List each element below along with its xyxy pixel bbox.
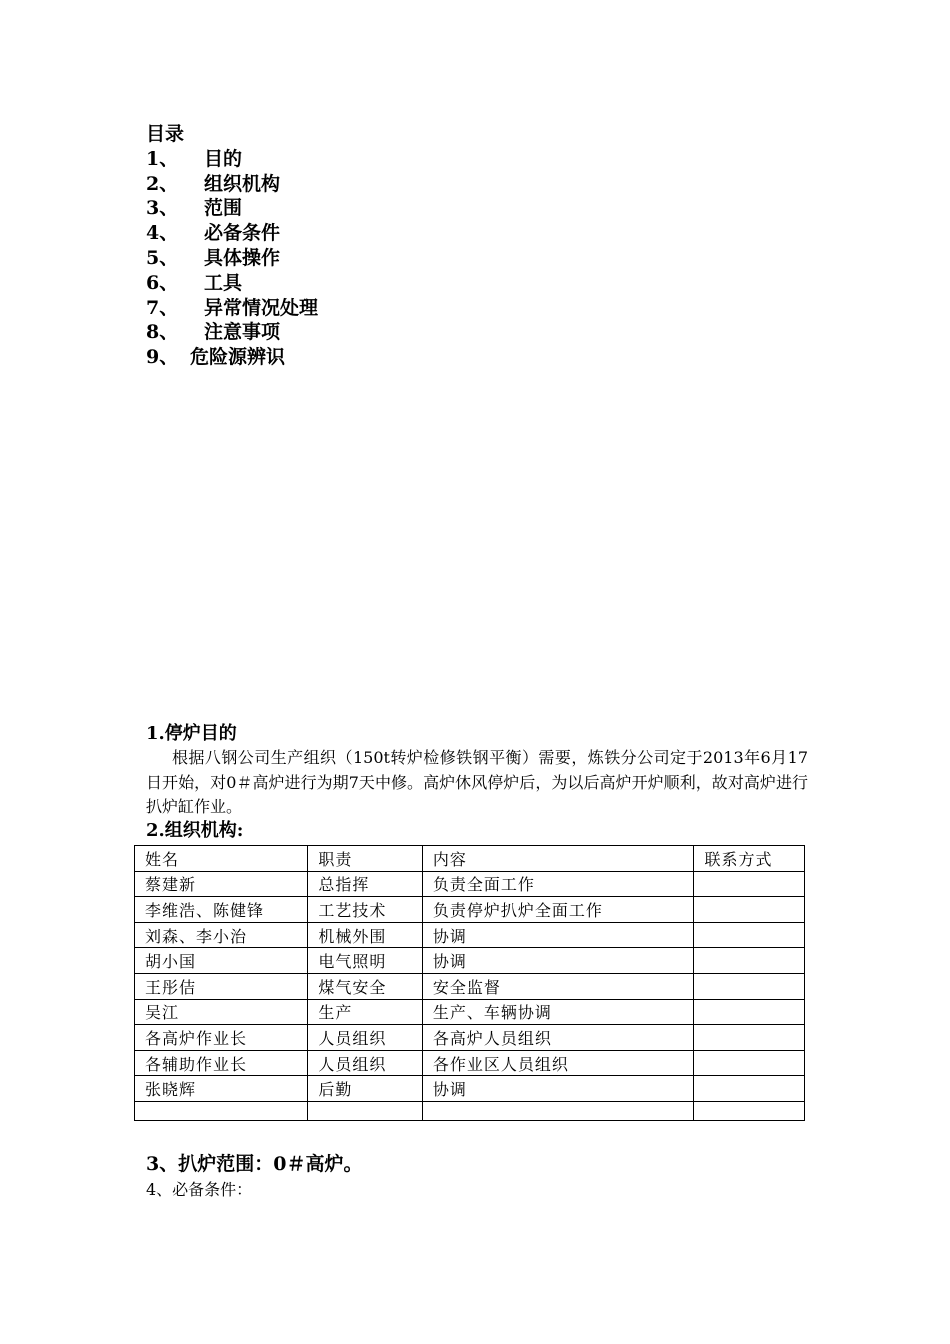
table-cell xyxy=(694,1050,805,1076)
table-cell xyxy=(694,922,805,948)
table-row xyxy=(135,1025,805,1051)
table-row xyxy=(135,1101,805,1120)
column-header: 联系方式 xyxy=(694,846,805,872)
table-cell: 负责停炉扒炉全面工作 xyxy=(422,897,694,923)
table-cell xyxy=(694,1101,805,1120)
section-paragraph: 根据八钢公司生产组织（150t转炉检修铁钢平衡）需要，炼铁分公司定于2013年6月17日开始，对0＃高炉进行为期7天中修。高炉休风停炉后，为以后高炉开炉顺利，故对高炉进行扒炉缸作业。 xyxy=(146,748,808,816)
toc-item: 3、 范围 xyxy=(146,197,243,220)
table-cell xyxy=(694,897,805,923)
table-cell: 张晓辉 xyxy=(135,1076,308,1102)
table-cell xyxy=(422,1101,694,1120)
organization-table xyxy=(134,845,805,1121)
table-cell xyxy=(694,948,805,974)
toc-item: 8、 注意事项 xyxy=(146,321,281,344)
table-cell xyxy=(694,871,805,897)
table-row xyxy=(135,973,805,999)
table-cell: 各作业区人员组织 xyxy=(422,1050,694,1076)
table-row xyxy=(135,948,805,974)
table-row xyxy=(135,999,805,1025)
table-cell xyxy=(694,1025,805,1051)
table-cell: 各高炉人员组织 xyxy=(422,1025,694,1051)
table-cell: 生产、车辆协调 xyxy=(422,999,694,1025)
table-cell: 协调 xyxy=(422,922,694,948)
column-header: 职责 xyxy=(308,846,422,872)
column-header: 内容 xyxy=(422,846,694,872)
table-cell xyxy=(694,1076,805,1102)
table-cell: 生产 xyxy=(308,999,422,1025)
table-cell: 负责全面工作 xyxy=(422,871,694,897)
table-cell: 吴江 xyxy=(135,999,308,1025)
table-row xyxy=(135,922,805,948)
table-cell: 王彤佶 xyxy=(135,973,308,999)
section-purpose xyxy=(146,722,808,842)
table-cell: 协调 xyxy=(422,1076,694,1102)
table-cell: 工艺技术 xyxy=(308,897,422,923)
table-header-row xyxy=(135,846,805,872)
table-cell: 胡小国 xyxy=(135,948,308,974)
table-cell: 电气照明 xyxy=(308,948,422,974)
section-heading-scope: 3、扒炉范围：0＃高炉。 xyxy=(146,1153,363,1175)
table-cell: 人员组织 xyxy=(308,1025,422,1051)
table-cell xyxy=(135,1101,308,1120)
section-heading-conditions: 4、必备条件： xyxy=(146,1180,253,1199)
table-cell: 后勤 xyxy=(308,1076,422,1102)
table-of-contents xyxy=(146,122,318,370)
table-row xyxy=(135,1076,805,1102)
toc-item: 6、 工具 xyxy=(146,271,243,294)
table-cell: 人员组织 xyxy=(308,1050,422,1076)
toc-title: 目录 xyxy=(146,123,185,145)
table-cell: 各高炉作业长 xyxy=(135,1025,308,1051)
table-cell: 协调 xyxy=(422,948,694,974)
table-cell xyxy=(308,1101,422,1120)
toc-item: 4、 必备条件 xyxy=(146,222,281,245)
table-cell: 总指挥 xyxy=(308,871,422,897)
toc-item: 9、 危险源辨识 xyxy=(146,346,286,369)
section-heading: 2.组织机构: xyxy=(146,819,244,841)
table-row xyxy=(135,871,805,897)
table-cell: 煤气安全 xyxy=(308,973,422,999)
toc-list xyxy=(146,147,318,370)
table-cell: 机械外围 xyxy=(308,922,422,948)
table-cell: 安全监督 xyxy=(422,973,694,999)
toc-item: 2、 组织机构 xyxy=(146,172,281,195)
toc-item: 5、 具体操作 xyxy=(146,246,281,269)
table-cell: 蔡建新 xyxy=(135,871,308,897)
table-cell: 各辅助作业长 xyxy=(135,1050,308,1076)
table-cell: 李维浩、陈健锋 xyxy=(135,897,308,923)
table-cell xyxy=(694,999,805,1025)
section-heading: 1.停炉目的 xyxy=(146,723,237,744)
table-cell xyxy=(694,973,805,999)
toc-item: 1、 目的 xyxy=(146,147,243,170)
table-row xyxy=(135,1050,805,1076)
toc-item: 7、 异常情况处理 xyxy=(146,296,319,319)
table-row xyxy=(135,897,805,923)
column-header: 姓名 xyxy=(135,846,308,872)
table-cell: 刘森、李小治 xyxy=(135,922,308,948)
